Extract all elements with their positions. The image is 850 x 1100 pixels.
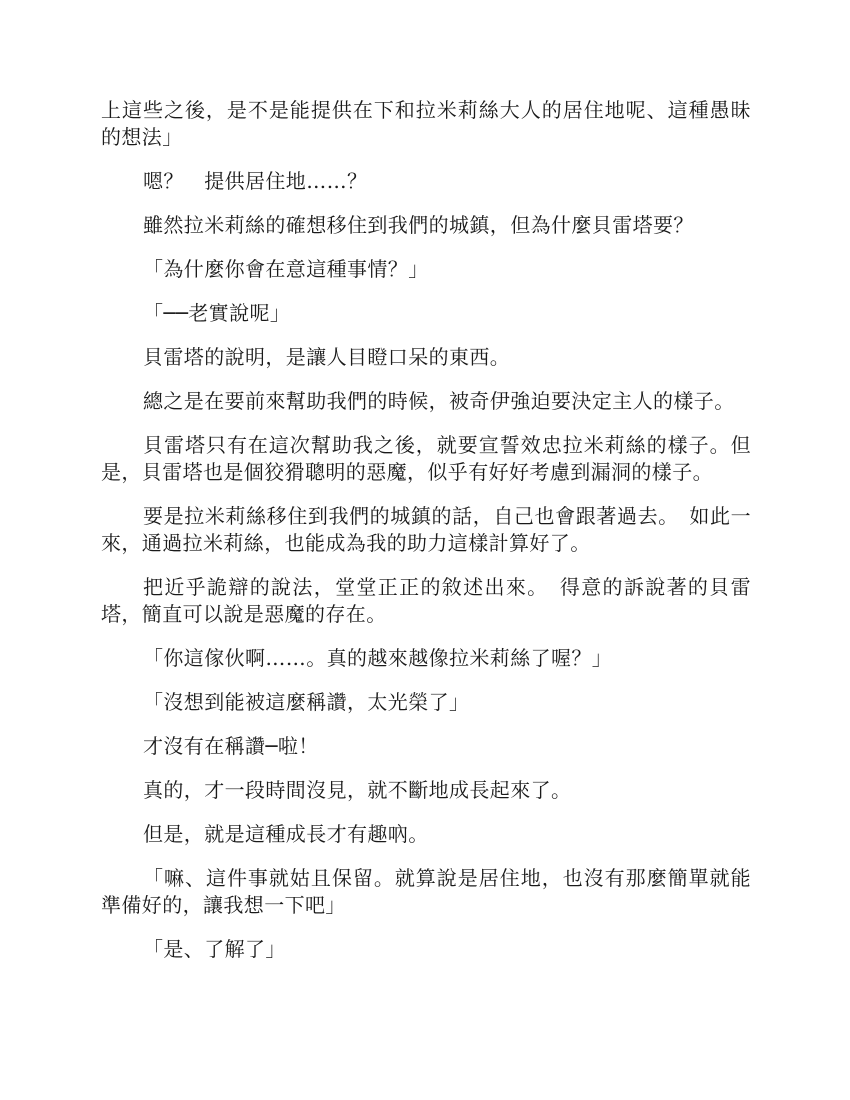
dialogue-line: 「你這傢伙啊……。真的越來越像拉米莉絲了喔？」 <box>143 646 613 670</box>
dialogue-line: 「──老實說呢」 <box>143 301 291 325</box>
dialogue-line: 「是、了解了」 <box>143 937 286 961</box>
paragraph-continued: 上這些之後，是不是能提供在下和拉米莉絲大人的居住地呢、這種愚昧的想法」 <box>101 98 751 149</box>
paragraph: 總之是在要前來幫助我們的時候，被奇伊強迫要決定主人的樣子。 <box>143 389 735 413</box>
paragraph: 但是，就是這種成長才有趣吶。 <box>143 822 429 846</box>
paragraph: 雖然拉米莉絲的確想移住到我們的城鎮，但為什麼貝雷塔要？ <box>143 213 694 237</box>
paragraph: 貝雷塔只有在這次幫助我之後，就要宣誓效忠拉米莉絲的樣子。但是，貝雷塔也是個狡猾聰明的惡魔，似乎有好好考慮到漏洞的樣子。 <box>101 433 751 484</box>
paragraph: 才沒有在稱讚─啦！ <box>143 734 319 758</box>
dialogue-line: 「嘛、這件事就姑且保留。就算說是居住地，也沒有那麼簡單就能準備好的，讓我想一下吧」 <box>101 866 751 917</box>
dialogue-line: 「沒想到能被這麼稱讚，太光榮了」 <box>143 690 470 714</box>
paragraph: 把近乎詭辯的說法，堂堂正正的敘述出來。 得意的訴說著的貝雷塔，簡直可以說是惡魔的存在。 <box>101 575 751 626</box>
paragraph: 要是拉米莉絲移住到我們的城鎮的話，自己也會跟著過去。 如此一來，通過拉米莉絲，也能成為我的助力這樣計算好了。 <box>101 504 751 555</box>
document-page <box>101 97 751 980</box>
paragraph: 貝雷塔的說明，是讓人目瞪口呆的東西。 <box>143 345 511 369</box>
paragraph: 真的，才一段時間沒見，就不斷地成長起來了。 <box>143 778 572 802</box>
paragraph: 嗯？ 提供居住地……？ <box>143 169 368 193</box>
dialogue-line: 「為什麼你會在意這種事情？」 <box>143 257 429 281</box>
